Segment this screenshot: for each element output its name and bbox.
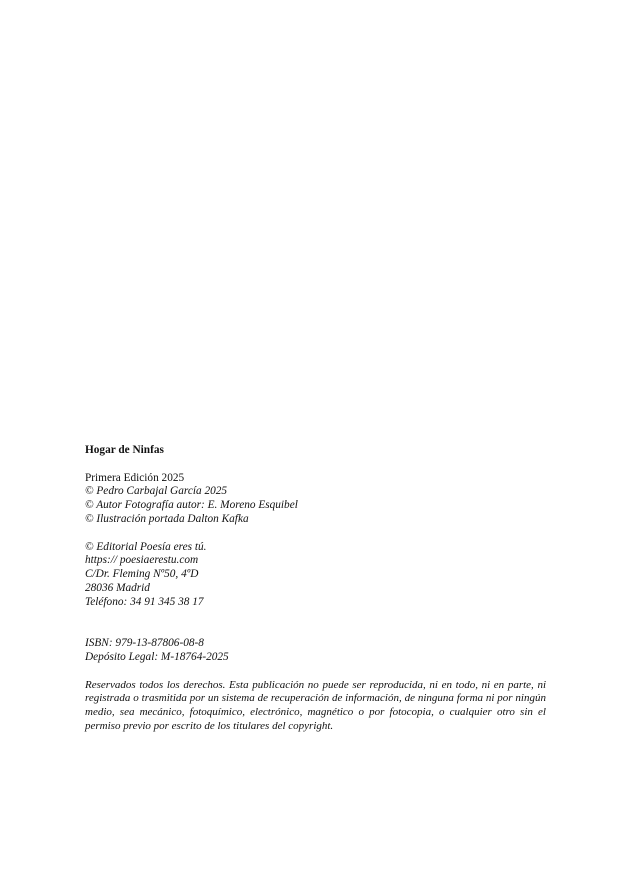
spacer [85, 610, 546, 638]
publisher-website: https:// poesiaerestu.com [85, 554, 199, 567]
publisher-phone: Teléfono: 34 91 345 38 17 [85, 595, 204, 608]
spacer [85, 665, 546, 679]
photo-credit: © Autor Fotografía autor: E. Moreno Esquibel [85, 499, 298, 512]
publisher-name: © Editorial Poesía eres tú. [85, 540, 207, 553]
isbn: ISBN: 979-13-87806-08-8 [85, 637, 204, 650]
spacer [85, 458, 546, 472]
edition-line: Primera Edición 2025 [85, 471, 185, 484]
legal-deposit: Depósito Legal: M-18764-2025 [85, 650, 229, 663]
author-copyright: © Pedro Carbajal García 2025 [85, 485, 228, 498]
rights-notice: Reservados todos los derechos. Esta publicación no puede ser reproducida, ni en todo, ni en parte, ni registrada o trasmitida por un sistema de recuperación de información, de ninguna forma ni por ningún medio, sea mecánico, fotoquímico, electrónico, magnético o por fotocopia, o cualquier otro sin el permiso previo por escrito de los titulares del copyright. [85, 678, 546, 732]
publisher-postal: 28036 Madrid [85, 581, 150, 594]
cover-illustration-credit: © Ilustración portada Dalton Kafka [85, 512, 249, 525]
copyright-block [85, 444, 546, 734]
book-title: Hogar de Ninfas [85, 444, 164, 456]
publisher-address: C/Dr. Fleming Nº50, 4ºD [85, 568, 199, 581]
spacer [85, 527, 546, 541]
